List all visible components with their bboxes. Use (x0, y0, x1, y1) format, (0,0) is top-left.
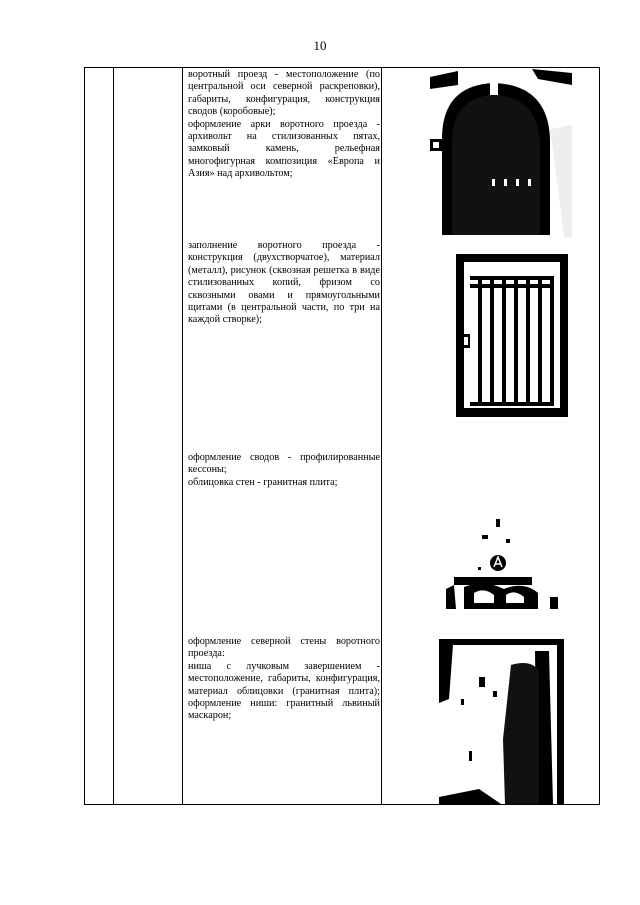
niche-photo-icon (439, 639, 564, 804)
gate-grille-photo-icon (456, 254, 568, 417)
table-border-right (599, 67, 600, 805)
column-divider-1 (113, 67, 114, 805)
row-1-paragraph-1: воротный проезд - местоположение (по центральной оси северной раскреповки), габариты, конфигурация, конструкция сводов (коробовые); (188, 69, 380, 118)
row-1-description (188, 69, 380, 181)
gate-arch-photo-icon (428, 69, 572, 237)
row-3-paragraph-2: облицовка стен - гранитная плита; (188, 476, 338, 488)
row-4-paragraph-2: ниша с лучковым завершением - местоположение, габариты, конфигурация, материал облицовки (гранитная плита); оформление ниши: гранитный львиный маскарон; (188, 660, 380, 722)
column-divider-3 (381, 67, 382, 805)
row-4-paragraph-1: оформление северной стены воротного проезда: (188, 636, 380, 660)
row-3-paragraph-1: оформление сводов - профилированные кессоны; (188, 452, 380, 476)
monument-elements-table (84, 67, 600, 805)
row-3-description (188, 452, 380, 489)
row-2-paragraph-1: заполнение воротного проезда - конструкция (двухстворчатое), материал (металл), рисунок (сквозная решетка в виде стилизованных копий, фризом со сквозными овами и прямоугольными щитами (в центральной части, по три на каждой створке); (188, 240, 380, 326)
vault-photo-icon (434, 497, 574, 612)
table-border-top (84, 67, 600, 68)
page-number: 10 (313, 38, 327, 53)
table-border-left (84, 67, 85, 805)
column-divider-2 (182, 67, 183, 805)
row-2-description (188, 240, 380, 327)
table-border-bottom (84, 804, 600, 805)
row-4-description (188, 636, 380, 723)
row-1-paragraph-2: оформление арки воротного проезда - архивольт на стилизованных пятах, замковый камень, рельефная многофигурная композиция «Европа и Азия» над архивольтом; (188, 118, 380, 180)
